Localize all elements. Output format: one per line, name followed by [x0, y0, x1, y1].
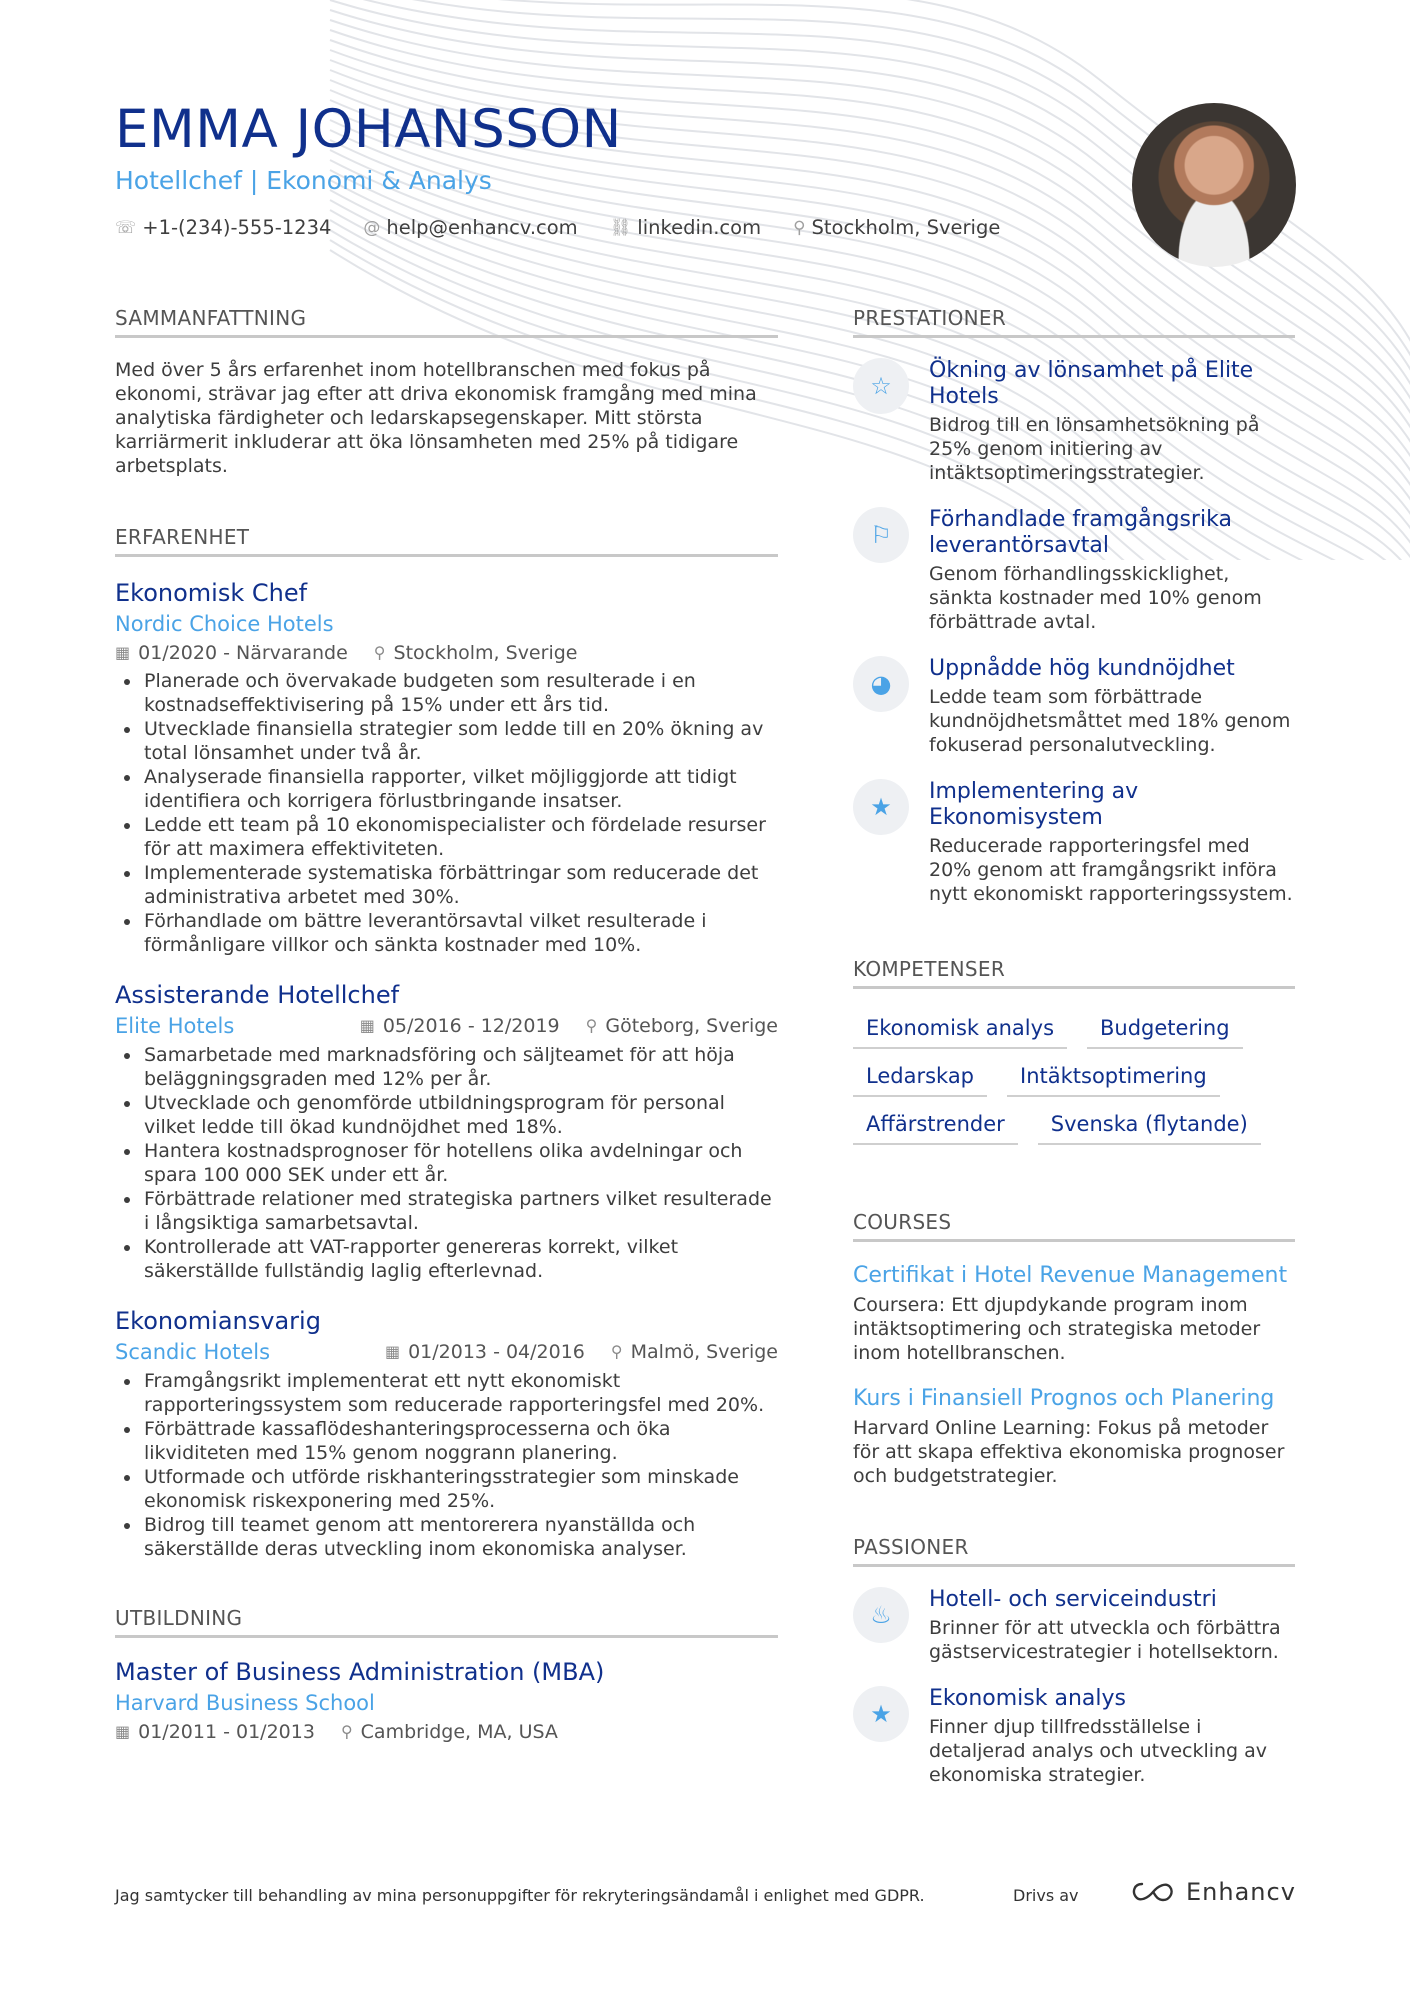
bullet: • Samarbetade med marknadsföring och säljteamet för att höja beläggningsgraden med 12% per år. — [142, 1043, 778, 1091]
course-item — [853, 1262, 1295, 1365]
at-icon: @ — [363, 217, 381, 238]
job-title: Ekonomisk Chef — [115, 579, 308, 607]
job-company: Scandic Hotels — [115, 1340, 271, 1364]
footer — [115, 1878, 1296, 1906]
brand-name: Enhancv — [1186, 1878, 1296, 1906]
job-entry — [115, 979, 778, 1283]
education-dates: 01/2011 - 01/2013 — [138, 1721, 315, 1743]
courses-heading: COURSES — [853, 1209, 1295, 1242]
gdpr-consent: Jag samtycker till behandling av mina personuppgifter för rekryteringsändamål i enlighet med GDPR. — [115, 1886, 925, 1905]
achievement-title: Uppnådde hög kundnöjdhet — [929, 656, 1235, 681]
job-company: Nordic Choice Hotels — [115, 612, 334, 636]
skill-tag: Ledarskap — [853, 1049, 987, 1097]
bullet: • Ledde ett team på 10 ekonomispecialister och fördelade resurser för att maximera effektiviteten. — [142, 813, 778, 861]
job-title: Ekonomiansvarig — [115, 1307, 321, 1335]
passion-desc: Brinner för att utveckla och förbättra gästservicestrategier i hotellsektorn. — [929, 1617, 1281, 1663]
summary-text: Med över 5 års erfarenhet inom hotellbranschen med fokus på ekonomi, strävar jag efter att driva ekonomisk framgång med mina analytiska färdigheter och ledarskapsegenskaper. Mitt största karriärmerit inkluderar att öka lönsamheten med 25% på tidigare arbetsplats. — [115, 359, 757, 477]
bullet: • Utformade och utförde riskhanteringsstrategier som minskade ekonomisk riskexponering med 25%. — [142, 1465, 778, 1513]
location-pin-icon: ⚲ — [585, 1016, 598, 1035]
contact-linkedin[interactable]: ⛓ linkedin.com — [609, 216, 762, 239]
job-dates: 01/2020 - Närvarande — [138, 642, 348, 664]
course-item — [853, 1385, 1295, 1488]
passion-title: Ekonomisk analys — [929, 1686, 1126, 1711]
passion-item — [853, 1587, 1295, 1664]
bullet: • Hantera kostnadsprognoser för hotellens olika avdelningar och spara 100 000 SEK under ett år. — [142, 1139, 778, 1187]
achievement-title: Ökning av lönsamhet på Elite Hotels — [929, 358, 1254, 409]
education-meta — [115, 1718, 778, 1746]
education-location: Cambridge, MA, USA — [360, 1721, 558, 1743]
contact-location: ⚲ Stockholm, Sverige — [793, 216, 1001, 239]
achievement-desc: Bidrog till en lönsamhetsökning på 25% genom initiering av intäktsoptimeringsstrategier. — [929, 414, 1260, 484]
flag-icon: ⚐ — [853, 507, 909, 563]
achievement-item — [853, 656, 1295, 757]
profile-photo — [1132, 103, 1296, 267]
job-entry — [115, 577, 778, 957]
calendar-icon: ▦ — [115, 643, 131, 662]
skills-heading: KOMPETENSER — [853, 956, 1295, 989]
candidate-name: EMMA JOHANSSON — [115, 99, 622, 160]
achievement-title: Implementering av Ekonomisystem — [929, 779, 1139, 830]
job-entry — [115, 1305, 778, 1561]
location-pin-icon: ⚲ — [373, 643, 386, 662]
skill-tag: Intäktsoptimering — [1007, 1049, 1220, 1097]
skill-tag: Budgetering — [1087, 1001, 1243, 1049]
bullet: • Förhandlade om bättre leverantörsavtal vilket resulterade i förmånligare villkor och sänkta kostnader med 10%. — [142, 909, 778, 957]
skills-list — [853, 1001, 1295, 1145]
contact-phone[interactable]: ☏ +1-(234)-555-1234 — [115, 216, 332, 239]
job-company: Elite Hotels — [115, 1014, 235, 1038]
job-title: Assisterande Hotellchef — [115, 981, 400, 1009]
achievement-desc: Genom förhandlingsskicklighet, sänkta kostnader med 10% genom förbättrade avtal. — [929, 563, 1262, 633]
head-icon: ◕ — [853, 656, 909, 712]
course-desc: Harvard Online Learning: Fokus på metoder för att skapa effektiva ekonomiska prognoser och budgetstrategier. — [853, 1417, 1285, 1487]
job-bullets — [115, 1369, 778, 1561]
enhancv-logo[interactable] — [1130, 1878, 1296, 1906]
course-title: Certifikat i Hotel Revenue Management — [853, 1263, 1288, 1288]
location-pin-icon: ⚲ — [793, 217, 806, 238]
calendar-icon: ▦ — [359, 1016, 375, 1035]
star-outline-icon: ☆ — [853, 358, 909, 414]
passion-item — [853, 1686, 1295, 1787]
contact-row — [115, 216, 1115, 239]
job-location: Göteborg, Sverige — [605, 1015, 778, 1037]
job-dates: 01/2013 - 04/2016 — [408, 1341, 585, 1363]
location-pin-icon: ⚲ — [610, 1342, 623, 1361]
passions-heading: PASSIONER — [853, 1534, 1295, 1567]
contact-email[interactable]: @ help@enhancv.com — [363, 216, 578, 239]
left-column — [115, 305, 778, 1746]
right-column — [853, 305, 1295, 1787]
achievement-desc: Reducerade rapporteringsfel med 20% genom att framgångsrikt införa nytt ekonomiskt rapporteringssystem. — [929, 835, 1293, 905]
passion-desc: Finner djup tillfredsställelse i detaljerad analys och utveckling av ekonomiska strategier. — [929, 1716, 1268, 1786]
job-meta — [359, 1338, 778, 1366]
star-icon: ★ — [853, 1686, 909, 1742]
bullet: • Utvecklade och genomförde utbildningsprogram för personal vilket ledde till ökad kundnöjdhet med 18%. — [142, 1091, 778, 1139]
phone-icon: ☏ — [115, 217, 137, 238]
candidate-tagline: Hotellchef | Ekonomi & Analys — [115, 166, 492, 195]
education-entry — [115, 1656, 778, 1746]
location-pin-icon: ⚲ — [340, 1722, 353, 1741]
achievement-item — [853, 507, 1295, 634]
infinity-logo-icon — [1130, 1880, 1176, 1904]
bullet: • Implementerade systematiska förbättringar som reducerade det administrativa arbetet med 30%. — [142, 861, 778, 909]
bullet: • Förbättrade relationer med strategiska partners vilket resulterade i långsiktiga samarbetsavtal. — [142, 1187, 778, 1235]
powered-by-label: Drivs av — [1013, 1886, 1079, 1905]
skill-tag: Affärstrender — [853, 1097, 1018, 1145]
job-bullets — [115, 669, 778, 957]
job-location: Stockholm, Sverige — [393, 642, 578, 664]
job-dates: 05/2016 - 12/2019 — [382, 1015, 560, 1037]
bullet: • Bidrog till teamet genom att mentorerera nyanställda och säkerställde deras utveckling inom ekonomiska analyser. — [142, 1513, 778, 1561]
summary-heading: SAMMANFATTNING — [115, 305, 778, 338]
school: Harvard Business School — [115, 1691, 375, 1715]
job-meta — [334, 1012, 778, 1040]
calendar-icon: ▦ — [384, 1342, 401, 1361]
bullet: • Förbättrade kassaflödeshanteringsprocesserna och öka likviditeten med 15% genom noggrann planering. — [142, 1417, 778, 1465]
achievements-heading: PRESTATIONER — [853, 305, 1295, 338]
skill-tag: Svenska (flytande) — [1038, 1097, 1261, 1145]
bullet: • Utvecklade finansiella strategier som ledde till en 20% ökning av total lönsamhet under två år. — [142, 717, 778, 765]
bullet: • Planerade och övervakade budgeten som resulterade i en kostnadseffektivisering på 15% under ett års tid. — [142, 669, 778, 717]
achievement-title: Förhandlade framgångsrika leverantörsavtal — [929, 507, 1232, 558]
achievement-item — [853, 358, 1295, 485]
bullet: • Analyserade finansiella rapporter, vilket möjliggjorde att tidigt identifiera och korrigera förlustbringande insatser. — [142, 765, 778, 813]
achievement-item — [853, 779, 1295, 906]
experience-heading: ERFARENHET — [115, 524, 778, 557]
course-title: Kurs i Finansiell Prognos och Planering — [853, 1386, 1275, 1411]
bullet: • Framgångsrikt implementerat ett nytt ekonomiskt rapporteringssystem som reducerade rapporteringsfel med 20%. — [142, 1369, 778, 1417]
link-icon: ⛓ — [609, 217, 632, 238]
course-desc: Coursera: Ett djupdykande program inom intäktsoptimering och strategiska metoder inom hotellbranschen. — [853, 1294, 1261, 1364]
education-heading: UTBILDNING — [115, 1605, 778, 1638]
degree: Master of Business Administration (MBA) — [115, 1658, 605, 1686]
resume-header — [115, 98, 1115, 239]
job-meta — [115, 639, 778, 667]
achievement-desc: Ledde team som förbättrade kundnöjdhetsmåttet med 18% genom fokuserad personalutveckling. — [929, 686, 1291, 756]
job-location: Malmö, Sverige — [630, 1341, 778, 1363]
skill-tag: Ekonomisk analys — [853, 1001, 1067, 1049]
job-bullets — [115, 1043, 778, 1283]
calendar-icon: ▦ — [115, 1722, 131, 1741]
passion-title: Hotell- och serviceindustri — [929, 1587, 1217, 1612]
bullet: • Kontrollerade att VAT-rapporter genereras korrekt, vilket säkerställde fullständig laglig efterlevnad. — [142, 1235, 778, 1283]
star-icon: ★ — [853, 779, 909, 835]
lightbulb-icon: ♨ — [853, 1587, 909, 1643]
